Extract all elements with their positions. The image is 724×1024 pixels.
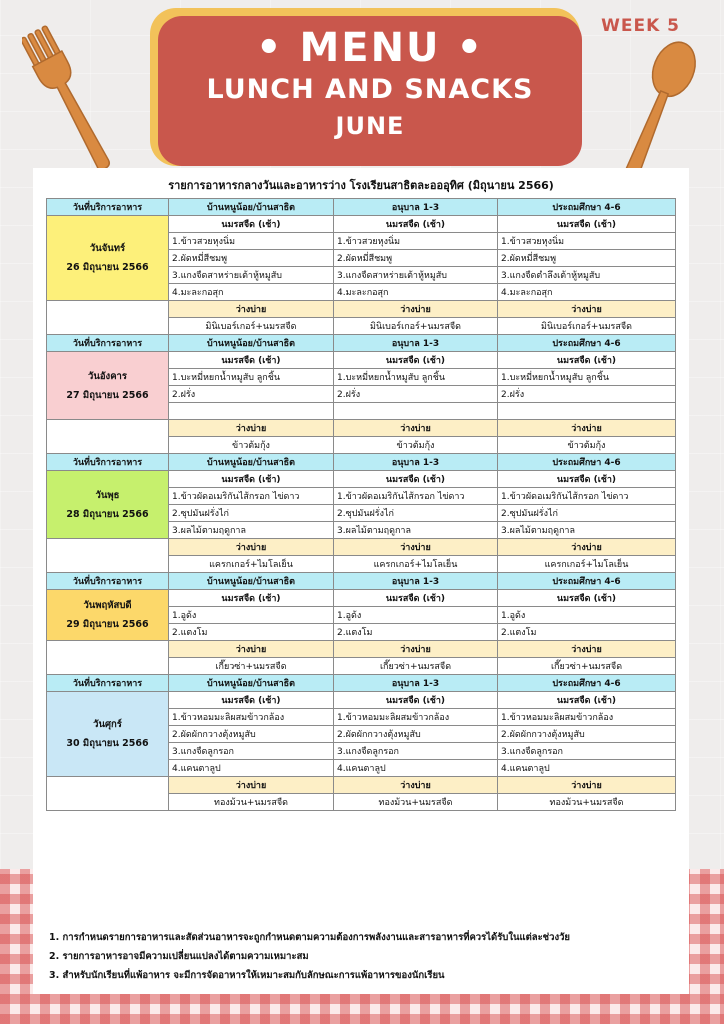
note-item: 1. การกำหนดรายการอาหารและสัดส่วนอาหารจะถูกกำหนดตามความต้องการพลังงานและสารอาหารที่ควรได้รับในแต่ละช่วงวัย <box>49 932 570 943</box>
lunch-item: 2.ผัดผักกวางตุ้งหมูสับ <box>498 726 676 743</box>
header-service-day: วันที่บริการอาหาร <box>47 335 169 352</box>
header-service-day: วันที่บริการอาหาร <box>47 454 169 471</box>
milk-row <box>47 692 676 709</box>
snack-label: ว่างบ่าย <box>498 777 676 794</box>
blank-day-cell <box>47 301 169 335</box>
header-col-kindergarten: อนุบาล 1-3 <box>334 675 498 692</box>
snack-label: ว่างบ่าย <box>498 641 676 658</box>
snack-item: ทองม้วน+นมรสจืด <box>498 794 676 811</box>
milk-label: นมรสจืด (เช้า) <box>498 216 676 233</box>
lunch-item: 2.แตงโม <box>169 624 334 641</box>
menu-banner <box>158 16 582 166</box>
day-cell <box>47 216 169 301</box>
milk-label: นมรสจืด (เช้า) <box>334 471 498 488</box>
menu-table <box>46 198 676 811</box>
snack-label: ว่างบ่าย <box>334 641 498 658</box>
lunch-item: 1.ข้าวหอมมะลิผสมข้าวกล้อง <box>334 709 498 726</box>
milk-label: นมรสจืด (เช้า) <box>169 352 334 369</box>
day-date: 26 มิถุนายน 2566 <box>66 262 149 273</box>
lunch-item: 4.แคนตาลูป <box>498 760 676 777</box>
milk-label: นมรสจืด (เช้า) <box>498 352 676 369</box>
day-date: 30 มิถุนายน 2566 <box>66 738 149 749</box>
lunch-item: 3.ผลไม้ตามฤดูกาล <box>169 522 334 539</box>
lunch-item: 4.มะละกอสุก <box>169 284 334 301</box>
snack-label: ว่างบ่าย <box>334 301 498 318</box>
header-service-day: วันที่บริการอาหาร <box>47 573 169 590</box>
snack-label: ว่างบ่าย <box>169 301 334 318</box>
lunch-item: 2.ผัดผักกวางตุ้งหมูสับ <box>169 726 334 743</box>
lunch-item: 1.บะหมี่หยกน้ำหมูสับ ลูกชิ้น <box>334 369 498 386</box>
snack-label-row <box>47 301 676 318</box>
header-col-home: บ้านหนูน้อย/บ้านสาธิต <box>169 335 334 352</box>
snack-label: ว่างบ่าย <box>498 420 676 437</box>
snack-label: ว่างบ่าย <box>169 539 334 556</box>
snack-item: มินิเบอร์เกอร์+นมรสจืด <box>169 318 334 335</box>
lunch-item: 2.ฝรั่ง <box>498 386 676 403</box>
milk-label: นมรสจืด (เช้า) <box>169 692 334 709</box>
lunch-item: 2.ซุปมันฝรั่งไก่ <box>498 505 676 522</box>
lunch-item: 2.ผัดผักกวางตุ้งหมูสับ <box>334 726 498 743</box>
day-cell <box>47 352 169 420</box>
milk-label: นมรสจืด (เช้า) <box>498 471 676 488</box>
milk-label: นมรสจืด (เช้า) <box>498 692 676 709</box>
header-row <box>47 335 676 352</box>
lunch-item: 1.ข้าวหอมมะลิผสมข้าวกล้อง <box>498 709 676 726</box>
header-row <box>47 573 676 590</box>
snack-label-row <box>47 420 676 437</box>
day-cell <box>47 692 169 777</box>
snack-label: ว่างบ่าย <box>169 777 334 794</box>
day-cell <box>47 590 169 641</box>
lunch-item: 3.แกงจืดลูกรอก <box>169 743 334 760</box>
day-name: วันพุธ <box>95 489 120 501</box>
milk-label: นมรสจืด (เช้า) <box>498 590 676 607</box>
day-name: วันพฤหัสบดี <box>83 600 132 611</box>
lunch-item: 2.ผัดหมี่สีชมพู <box>498 250 676 267</box>
lunch-item: 3.แกงจืดลูกรอก <box>334 743 498 760</box>
lunch-item: 1.อูด้ง <box>498 607 676 624</box>
header-col-home: บ้านหนูน้อย/บ้านสาธิต <box>169 675 334 692</box>
lunch-item <box>498 403 676 420</box>
snack-label: ว่างบ่าย <box>334 777 498 794</box>
snack-item: ทองม้วน+นมรสจืด <box>334 794 498 811</box>
day-name: วันศุกร์ <box>93 719 122 730</box>
header-row <box>47 199 676 216</box>
snack-item: แครกเกอร์+ไมโลเย็น <box>169 556 334 573</box>
snack-label: ว่างบ่าย <box>334 420 498 437</box>
snack-item: แครกเกอร์+ไมโลเย็น <box>498 556 676 573</box>
lunch-item <box>334 403 498 420</box>
snack-item: ข้าวต้มกุ้ง <box>169 437 334 454</box>
lunch-item: 4.มะละกอสุก <box>334 284 498 301</box>
snack-item: เกี๊ยวซ่า+นมรสจืด <box>498 658 676 675</box>
milk-label: นมรสจืด (เช้า) <box>334 692 498 709</box>
notes-list <box>49 928 570 985</box>
lunch-item: 3.แกงจืดลูกรอก <box>498 743 676 760</box>
day-date: 28 มิถุนายน 2566 <box>66 508 149 520</box>
snack-label-row <box>47 641 676 658</box>
snack-label: ว่างบ่าย <box>498 301 676 318</box>
lunch-item: 1.อูด้ง <box>169 607 334 624</box>
lunch-item: 4.แคนตาลูป <box>334 760 498 777</box>
document-title: รายการอาหารกลางวันและอาหารว่าง โรงเรียนสาธิตละอออุทิศ (มิถุนายน 2566) <box>168 179 554 192</box>
lunch-item: 1.ข้าวผัดอเมริกันไส้กรอก ไข่ดาว <box>498 488 676 505</box>
lunch-item: 2.ฝรั่ง <box>169 386 334 403</box>
milk-label: นมรสจืด (เช้า) <box>169 590 334 607</box>
banner-subtitle: LUNCH AND SNACKS <box>206 74 534 105</box>
blank-day-cell <box>47 641 169 675</box>
header-col-home: บ้านหนูน้อย/บ้านสาธิต <box>169 573 334 590</box>
header-row <box>47 454 676 471</box>
header-col-kindergarten: อนุบาล 1-3 <box>334 199 498 216</box>
header-col-primary: ประถมศึกษา 4-6 <box>498 573 676 590</box>
snack-item: แครกเกอร์+ไมโลเย็น <box>334 556 498 573</box>
lunch-item: 3.แกงจืดสาหร่ายเต้าหู้หมูสับ <box>169 267 334 284</box>
lunch-item <box>169 403 334 420</box>
fork-icon <box>22 20 122 180</box>
lunch-item: 1.ข้าวผัดอเมริกันไส้กรอก ไข่ดาว <box>169 488 334 505</box>
lunch-item: 2.ซุปมันฝรั่งไก่ <box>169 505 334 522</box>
banner-title: • MENU • <box>255 25 485 71</box>
snack-item: เกี๊ยวซ่า+นมรสจืด <box>169 658 334 675</box>
lunch-item: 1.ข้าวสวยหุงนิ่ม <box>169 233 334 250</box>
lunch-item: 2.ซุปมันฝรั่งไก่ <box>334 505 498 522</box>
header-col-kindergarten: อนุบาล 1-3 <box>334 573 498 590</box>
milk-row <box>47 352 676 369</box>
snack-label-row <box>47 777 676 794</box>
lunch-item: 2.ฝรั่ง <box>334 386 498 403</box>
lunch-item: 3.ผลไม้ตามฤดูกาล <box>334 522 498 539</box>
header-col-kindergarten: อนุบาล 1-3 <box>334 335 498 352</box>
snack-item: ข้าวต้มกุ้ง <box>334 437 498 454</box>
snack-item: เกี๊ยวซ่า+นมรสจืด <box>334 658 498 675</box>
milk-row <box>47 471 676 488</box>
snack-label: ว่างบ่าย <box>169 420 334 437</box>
lunch-item: 4.แคนตาลูป <box>169 760 334 777</box>
lunch-item: 1.ข้าวสวยหุงนิ่ม <box>334 233 498 250</box>
day-name: วันจันทร์ <box>89 243 126 254</box>
note-item: 3. สำหรับนักเรียนที่แพ้อาหาร จะมีการจัดอาหารให้เหมาะสมกับลักษณะการแพ้อาหารของนักเรียน <box>49 970 445 981</box>
lunch-item: 1.บะหมี่หยกน้ำหมูสับ ลูกชิ้น <box>169 369 334 386</box>
header-col-primary: ประถมศึกษา 4-6 <box>498 454 676 471</box>
header-col-home: บ้านหนูน้อย/บ้านสาธิต <box>169 454 334 471</box>
lunch-item: 2.ผัดหมี่สีชมพู <box>169 250 334 267</box>
day-name: วันอังคาร <box>88 370 127 382</box>
spoon-icon <box>612 36 702 186</box>
lunch-item: 1.ข้าวสวยหุงนิ่ม <box>498 233 676 250</box>
lunch-item: 4.มะละกอสุก <box>498 284 676 301</box>
blank-day-cell <box>47 777 169 811</box>
snack-label: ว่างบ่าย <box>498 539 676 556</box>
note-item: 2. รายการอาหารอาจมีความเปลี่ยนแปลงได้ตามความเหมาะสม <box>49 951 309 962</box>
milk-label: นมรสจืด (เช้า) <box>169 216 334 233</box>
lunch-item: 1.ข้าวหอมมะลิผสมข้าวกล้อง <box>169 709 334 726</box>
milk-label: นมรสจืด (เช้า) <box>334 216 498 233</box>
snack-label-row <box>47 539 676 556</box>
week-label: WEEK 5 <box>601 16 680 36</box>
lunch-item: 1.อูด้ง <box>334 607 498 624</box>
banner-month: JUNE <box>335 112 405 140</box>
milk-label: นมรสจืด (เช้า) <box>334 352 498 369</box>
snack-item: ทองม้วน+นมรสจืด <box>169 794 334 811</box>
milk-row <box>47 216 676 233</box>
header-col-home: บ้านหนูน้อย/บ้านสาธิต <box>169 199 334 216</box>
lunch-item: 3.ผลไม้ตามฤดูกาล <box>498 522 676 539</box>
header-service-day: วันที่บริการอาหาร <box>47 675 169 692</box>
lunch-item: 1.ข้าวผัดอเมริกันไส้กรอก ไข่ดาว <box>334 488 498 505</box>
header-row <box>47 675 676 692</box>
menu-sheet <box>33 168 689 994</box>
header-col-kindergarten: อนุบาล 1-3 <box>334 454 498 471</box>
lunch-item: 1.บะหมี่หยกน้ำหมูสับ ลูกชิ้น <box>498 369 676 386</box>
day-date: 29 มิถุนายน 2566 <box>66 619 149 630</box>
lunch-item: 3.แกงจืดตำลึงเต้าหู้หมูสับ <box>498 267 676 284</box>
header-col-primary: ประถมศึกษา 4-6 <box>498 335 676 352</box>
milk-label: นมรสจืด (เช้า) <box>334 590 498 607</box>
lunch-item: 2.ผัดหมี่สีชมพู <box>334 250 498 267</box>
snack-label: ว่างบ่าย <box>334 539 498 556</box>
lunch-item: 2.แตงโม <box>498 624 676 641</box>
header-service-day: วันที่บริการอาหาร <box>47 199 169 216</box>
milk-row <box>47 590 676 607</box>
header-col-primary: ประถมศึกษา 4-6 <box>498 199 676 216</box>
snack-item: มินิเบอร์เกอร์+นมรสจืด <box>334 318 498 335</box>
lunch-item: 3.แกงจืดสาหร่ายเต้าหู้หมูสับ <box>334 267 498 284</box>
blank-day-cell <box>47 539 169 573</box>
header-col-primary: ประถมศึกษา 4-6 <box>498 675 676 692</box>
blank-day-cell <box>47 420 169 454</box>
day-date: 27 มิถุนายน 2566 <box>66 389 149 401</box>
snack-label: ว่างบ่าย <box>169 641 334 658</box>
milk-label: นมรสจืด (เช้า) <box>169 471 334 488</box>
snack-item: ข้าวต้มกุ้ง <box>498 437 676 454</box>
snack-item: มินิเบอร์เกอร์+นมรสจืด <box>498 318 676 335</box>
day-cell <box>47 471 169 539</box>
lunch-item: 2.แตงโม <box>334 624 498 641</box>
